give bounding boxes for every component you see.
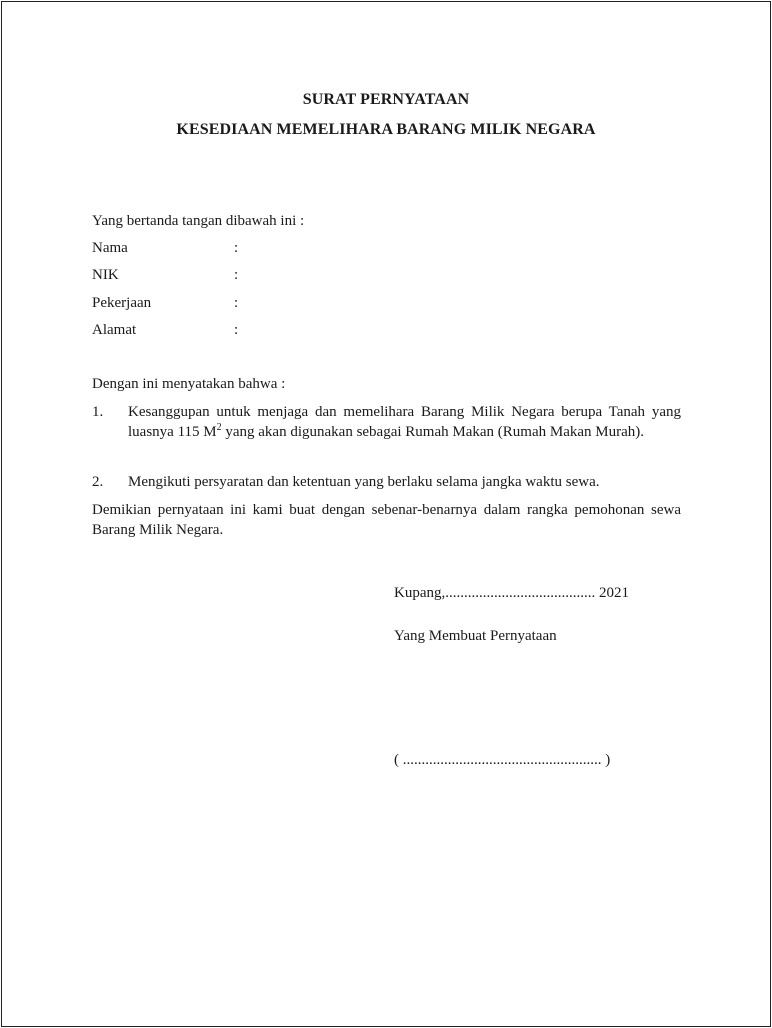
item-text-1-part2: yang akan digunakan sebagai Rumah Makan (Rumah Makan Murah).: [221, 424, 644, 440]
intro-text: Yang bertanda tangan dibawah ini :: [92, 213, 305, 229]
closing-paragraph: Demikian pernyataan ini kami buat dengan sebenar-benarnya dalam rangka pemohonan sewa Barang Milik Negara.: [92, 502, 681, 538]
field-label-nik: NIK: [92, 267, 119, 283]
field-label-nama: Nama: [92, 240, 128, 256]
item-number-2: 2.: [92, 474, 104, 490]
document-subtitle: KESEDIAAN MEMELIHARA BARANG MILIK NEGARA: [176, 121, 596, 138]
field-separator-alamat: :: [234, 322, 239, 338]
document-page: [1, 1, 771, 1027]
field-separator-nik: :: [234, 267, 239, 283]
field-label-alamat: Alamat: [92, 322, 137, 338]
item-text-1-part1: Kesanggupan untuk menjaga dan memelihara Barang Milik Negara berupa Tanah yang luasnya 115 M: [128, 404, 681, 440]
signature-name-line: ( ..................................................... ): [394, 752, 611, 768]
item-number-1: 1.: [92, 404, 104, 420]
document-title: SURAT PERNYATAAN: [302, 91, 470, 108]
signatory-label: Yang Membuat Pernyataan: [394, 628, 557, 644]
place-date-line: Kupang,........................................ 2021: [394, 585, 629, 601]
field-separator-pekerjaan: :: [234, 295, 239, 311]
statement-intro: Dengan ini menyatakan bahwa :: [92, 376, 286, 392]
item-text-1: [128, 402, 681, 442]
field-separator-nama: :: [234, 240, 239, 256]
item-text-1-superscript: 2: [216, 422, 222, 433]
item-text-2: Mengikuti persyaratan dan ketentuan yang berlaku selama jangka waktu sewa.: [128, 474, 600, 490]
field-label-pekerjaan: Pekerjaan: [92, 295, 152, 311]
